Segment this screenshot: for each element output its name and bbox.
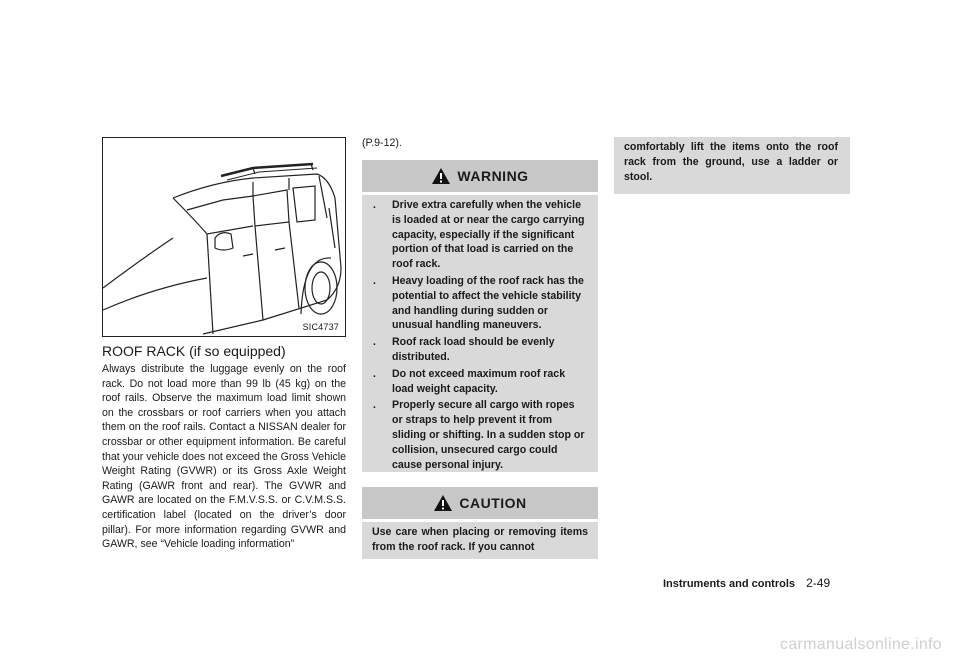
caution-box	[362, 487, 598, 559]
list-item: . Properly secure all cargo with ropes or straps to help prevent it from sliding or shifting. In a sudden stop or collision, unsecured cargo could cause personal injury.	[373, 399, 585, 471]
page-reference: (P.9-12).	[362, 137, 402, 149]
body-paragraph: Always distribute the luggage evenly on the roof rack. Do not load more than 99 lb (45 kg) on the roof rails. Observe the maximum load limit shown on the crossbars or roof carriers when you attach them on the roof rails. Contact a NISSAN dealer for crossbar or other equipment information. Be careful that your vehicle does not exceed the Gross Vehicle Weight Rating (GVWR) or its Gross Axle Weight Rating (GAWR front and rear). The GVWR and GAWR are located on the F.M.V.S.S. or C.V.M.S.S. certification label (located on the driver’s door pillar). For more information regarding GVWR and GAWR, see “Vehicle loading information”	[102, 363, 346, 551]
list-item: . Do not exceed maximum roof rack load weight capacity.	[373, 367, 566, 395]
caution-triangle-icon	[433, 494, 453, 512]
footer-section-title: Instruments and controls	[663, 578, 796, 590]
figure-code: SIC4737	[302, 322, 339, 332]
list-item: . Heavy loading of the roof rack has the potential to affect the vehicle stability and handling during sudden or unusual handling maneuvers.	[373, 274, 584, 332]
vehicle-roof-rack-illustration	[102, 137, 346, 337]
warning-header	[362, 160, 598, 195]
warning-triangle-icon	[431, 167, 451, 185]
caution-continuation-text: comfortably lift the items onto the roof rack from the ground, use a ladder or stool.	[624, 141, 838, 183]
caution-title: CAUTION	[459, 495, 527, 511]
page-number: 2-49	[806, 576, 831, 590]
caution-header	[362, 487, 598, 522]
watermark: carmanualsonline.info	[780, 636, 942, 653]
caution-text: Use care when placing or removing items from the roof rack. If you cannot	[372, 526, 588, 553]
list-item: . Roof rack load should be evenly distributed.	[373, 336, 555, 363]
minivan-drawing	[103, 138, 345, 336]
warning-title: WARNING	[457, 168, 529, 184]
caution-continuation-box	[614, 137, 850, 194]
warning-box	[362, 160, 598, 472]
list-item: . Drive extra carefully when the vehicle is loaded at or near the cargo carrying capacity, especially if the significant portion of that load is carried on the roof rack.	[373, 199, 585, 271]
section-heading: ROOF RACK (if so equipped)	[102, 343, 286, 359]
page-footer	[663, 576, 830, 590]
warning-list	[362, 198, 598, 474]
